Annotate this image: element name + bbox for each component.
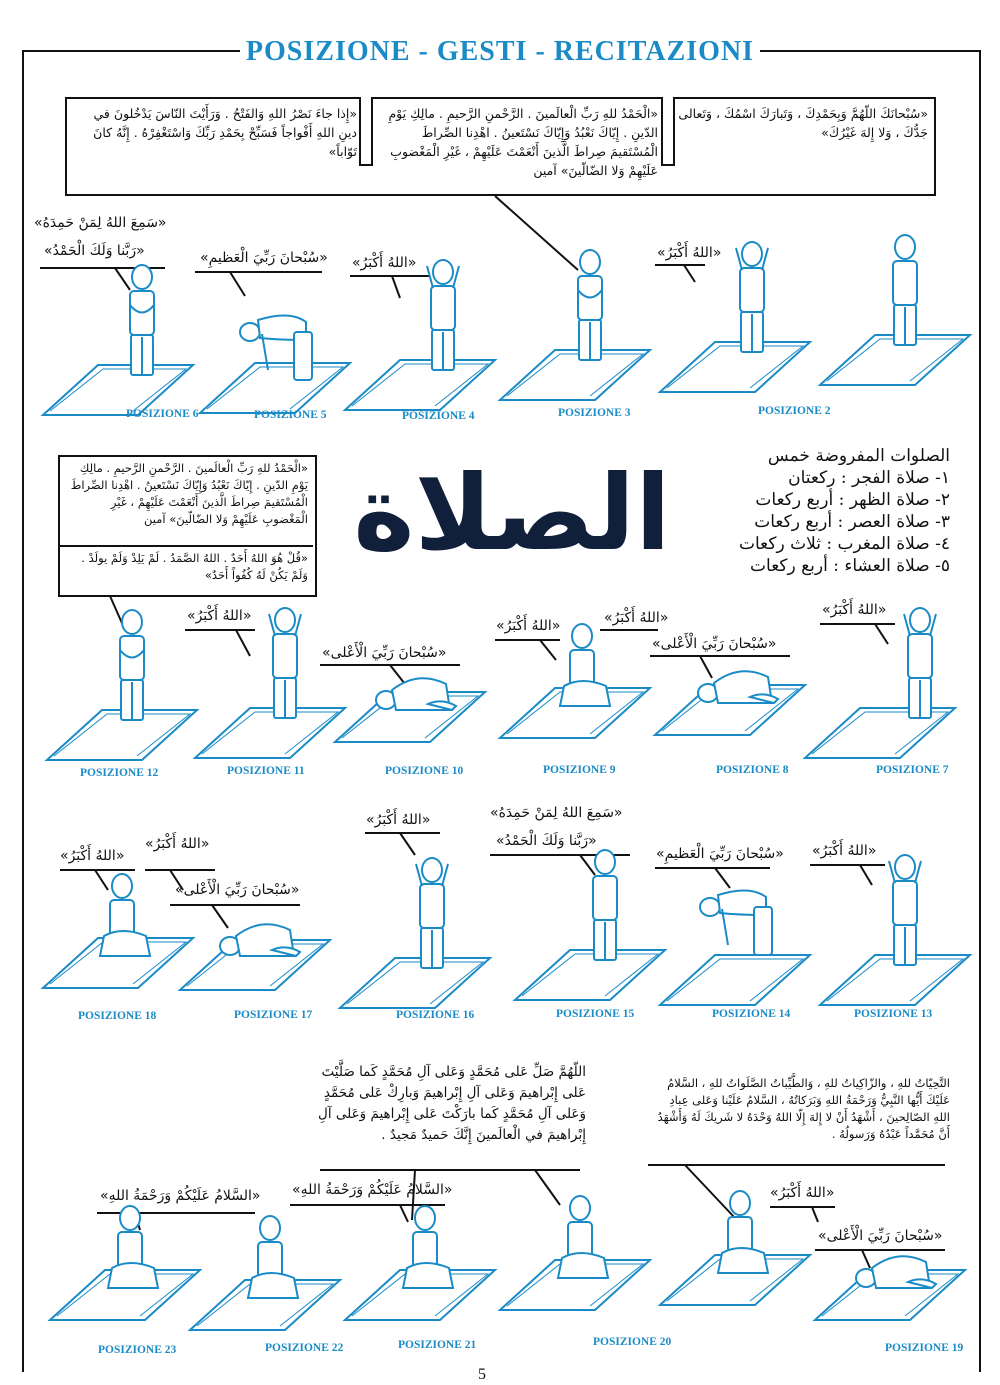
page-title: POSIZIONE - GESTI - RECITAZIONI xyxy=(245,36,755,67)
caption-pos-19: POSIZIONE 19 xyxy=(885,1342,964,1354)
label-sujud-19: «سُبْحانَ رَبِّيَ الْأَعْلى» xyxy=(818,1228,943,1244)
label-sujud-17: «سُبْحانَ رَبِّيَ الْأَعْلى» xyxy=(175,882,300,898)
caption-pos-18: POSIZIONE 18 xyxy=(78,1010,157,1022)
page-number: 5 xyxy=(478,1366,486,1383)
label-rabbana-6: «رَبَّنا وَلَكَ الْحَمْدُ» xyxy=(44,243,145,259)
caption-pos-12: POSIZIONE 12 xyxy=(80,767,159,779)
label-takbir-18: «اللهُ أَكْبَرُ» xyxy=(60,848,125,864)
caption-pos-17: POSIZIONE 17 xyxy=(234,1009,313,1021)
prayers-list-item: ٣- صلاة العصر : أربع ركعات xyxy=(754,512,950,532)
ikhlas-text: «قُلْ هُوَ اللهُ أَحَدٌ . اللهُ الصَّمَدُ . لَمْ يَلِدْ وَلَمْ يولَدْ . وَلَمْ يَكُنْ لَهُ كُفُواً أَحَدٌ» xyxy=(81,551,308,582)
top-box-right-text: «سُبْحانَكَ اللّهُمَّ وَبِحَمْدِكَ ، وَتَبارَكَ اسْمُكَ ، وَتَعالى جَدُّكَ ، وَلا إِلهَ غَيْرُكَ» xyxy=(678,106,928,140)
label-ruku-14: «سُبْحانَ رَبِّيَ الْعَظيمِ» xyxy=(656,846,784,862)
label-takbir-16: «اللهُ أَكْبَرُ» xyxy=(366,812,431,828)
prayers-list-item: ١- صلاة الفجر : ركعتان xyxy=(788,468,950,488)
label-takbir-19: «اللهُ أَكْبَرُ» xyxy=(770,1185,835,1201)
caption-pos-23: POSIZIONE 23 xyxy=(98,1344,177,1356)
label-takbir-2: «اللهُ أَكْبَرُ» xyxy=(657,245,722,261)
caption-pos-14: POSIZIONE 14 xyxy=(712,1008,791,1020)
label-takbir-8: «اللهُ أَكْبَرُ» xyxy=(604,610,669,626)
caption-pos-10: POSIZIONE 10 xyxy=(385,765,464,777)
prayers-list-heading: الصلوات المفروضة خمس xyxy=(767,446,950,466)
prayers-list-item: ٤- صلاة المغرب : ثلاث ركعات xyxy=(739,534,950,554)
label-salam-23: «السَّلامُ عَلَيْكُمْ وَرَحْمَةُ اللهِ» xyxy=(100,1188,261,1204)
label-takbir-13: «اللهُ أَكْبَرُ» xyxy=(812,843,877,859)
label-takbir-7: «اللهُ أَكْبَرُ» xyxy=(822,602,887,618)
top-box-center-text: «الْحَمْدُ للهِ رَبِّ الْعالَمينَ . الرَّحْمنِ الرَّحيمِ . مالِكِ يَوْمِ الدّينِ . إِيّاكَ نَعْبُدُ وَإِيّاكَ نَسْتَعينُ . اهْدِنا الصِّراطَ الْمُسْتَقيمَ صِراطَ الَّذينَ أَنْعَمْتَ عَلَيْهِمْ ، غَيْرِ الْمَغْضوبِ عَلَيْهِمْ وَلا الضّالّينَ» آمين xyxy=(388,106,658,178)
prayers-list-item: ٥- صلاة العشاء : أربع ركعات xyxy=(750,556,950,576)
caption-pos-15: POSIZIONE 15 xyxy=(556,1008,635,1020)
caption-pos-20: POSIZIONE 20 xyxy=(593,1336,672,1348)
label-takbir-17: «اللهُ أَكْبَرُ» xyxy=(145,836,210,852)
caption-pos-9: POSIZIONE 9 xyxy=(543,764,616,776)
caption-pos-8: POSIZIONE 8 xyxy=(716,764,789,776)
tashahhud-text: التَّحِيّاتُ للهِ ، والزّاكِياتُ للهِ ، وَالطَّيِّباتُ الصَّلَواتُ للهِ ، السَّلامُ عَلَيْكَ أَيُّها النَّبِيُّ وَرَحْمَةُ اللهِ وَبَرَكاتُهُ ، السَّلامُ عَلَيْنا وَعَلى عِبادِ اللهِ الصّالِحينَ ، أَشْهَدُ أَنْ لا إِلهَ إِلّا اللهُ وَحْدَهُ لا شَريكَ لَهُ وَأَشْهَدُ أَنَّ مُحَمَّداً عَبْدُهُ وَرَسولُهُ . xyxy=(657,1076,950,1141)
top-box-left-text: «إِذا جاءَ نَصْرُ اللهِ وَالفَتْحُ . وَرَأَيْتَ النّاسَ يَدْخُلونَ في دينِ اللهِ أَفْواجاً فَسَبِّحْ بِحَمْدِ رَبِّكَ وَاسْتَغْفِرْهُ . إِنَّهُ كانَ تَوّاباً» xyxy=(93,106,357,159)
caption-pos-4: POSIZIONE 4 xyxy=(402,410,475,422)
fatiha-text: «الْحَمْدُ للهِ رَبِّ الْعالَمينَ . الرَّحْمنِ الرَّحيمِ . مالِكِ يَوْمِ الدّينِ . إِيّاكَ نَعْبُدُ وَإِيّاكَ نَسْتَعينُ . اهْدِنا الصِّراطَ الْمُسْتَقيمَ صِراطَ الَّذينَ أَنْعَمْتَ عَلَيْهِمْ ، غَيْرِ الْمَغْضوبِ عَلَيْهِمْ وَلا الضّالّينَ» آمين xyxy=(70,461,308,526)
label-rabbana-15: «رَبَّنا وَلَكَ الْحَمْدُ» xyxy=(496,833,597,849)
caption-pos-13: POSIZIONE 13 xyxy=(854,1008,933,1020)
label-takbir-4: «اللهُ أَكْبَرُ» xyxy=(352,255,417,271)
salawat-text: اللّهُمَّ صَلِّ عَلى مُحَمَّدٍ وَعَلى آلِ مُحَمَّدٍ كَما صَلَّيْتَ عَلى إِبْراهيمَ وَعَلى آلِ إِبْراهيمَ وَبارِكْ عَلى مُحَمَّدٍ وَعَلى آلِ مُحَمَّدٍ كَما بارَكْتَ عَلى إِبْراهيمَ وَعَلى آلِ إِبْراهيمَ في الْعالَمينَ إِنَّكَ حَميدٌ مَجيدٌ . xyxy=(318,1064,586,1143)
caption-pos-5: POSIZIONE 5 xyxy=(254,409,327,421)
salat-main-title: الصلاة xyxy=(353,452,671,574)
prayers-list-item: ٢- صلاة الظهر : أربع ركعات xyxy=(755,490,950,510)
caption-pos-2: POSIZIONE 2 xyxy=(758,405,831,417)
label-samia-6: «سَمِعَ اللهُ لِمَنْ حَمِدَهُ» xyxy=(34,215,167,231)
caption-pos-11: POSIZIONE 11 xyxy=(227,765,305,777)
label-takbir-9: «اللهُ أَكْبَرُ» xyxy=(496,618,561,634)
label-samia-15: «سَمِعَ اللهُ لِمَنْ حَمِدَهُ» xyxy=(490,805,623,821)
label-ruku-5: «سُبْحانَ رَبِّيَ الْعَظيمِ» xyxy=(200,250,328,266)
label-takbir-11: «اللهُ أَكْبَرُ» xyxy=(187,608,252,624)
label-sujud-8: «سُبْحانَ رَبِّيَ الْأَعْلى» xyxy=(652,636,777,652)
label-salam-21: «السَّلامُ عَلَيْكُمْ وَرَحْمَةُ اللهِ» xyxy=(292,1182,453,1198)
caption-pos-22: POSIZIONE 22 xyxy=(265,1342,344,1354)
caption-pos-21: POSIZIONE 21 xyxy=(398,1339,477,1351)
caption-pos-16: POSIZIONE 16 xyxy=(396,1009,475,1021)
caption-pos-7: POSIZIONE 7 xyxy=(876,764,949,776)
caption-pos-3: POSIZIONE 3 xyxy=(558,407,631,419)
label-sujud-10: «سُبْحانَ رَبِّيَ الْأَعْلى» xyxy=(322,645,447,661)
caption-pos-6: POSIZIONE 6 xyxy=(126,408,199,420)
